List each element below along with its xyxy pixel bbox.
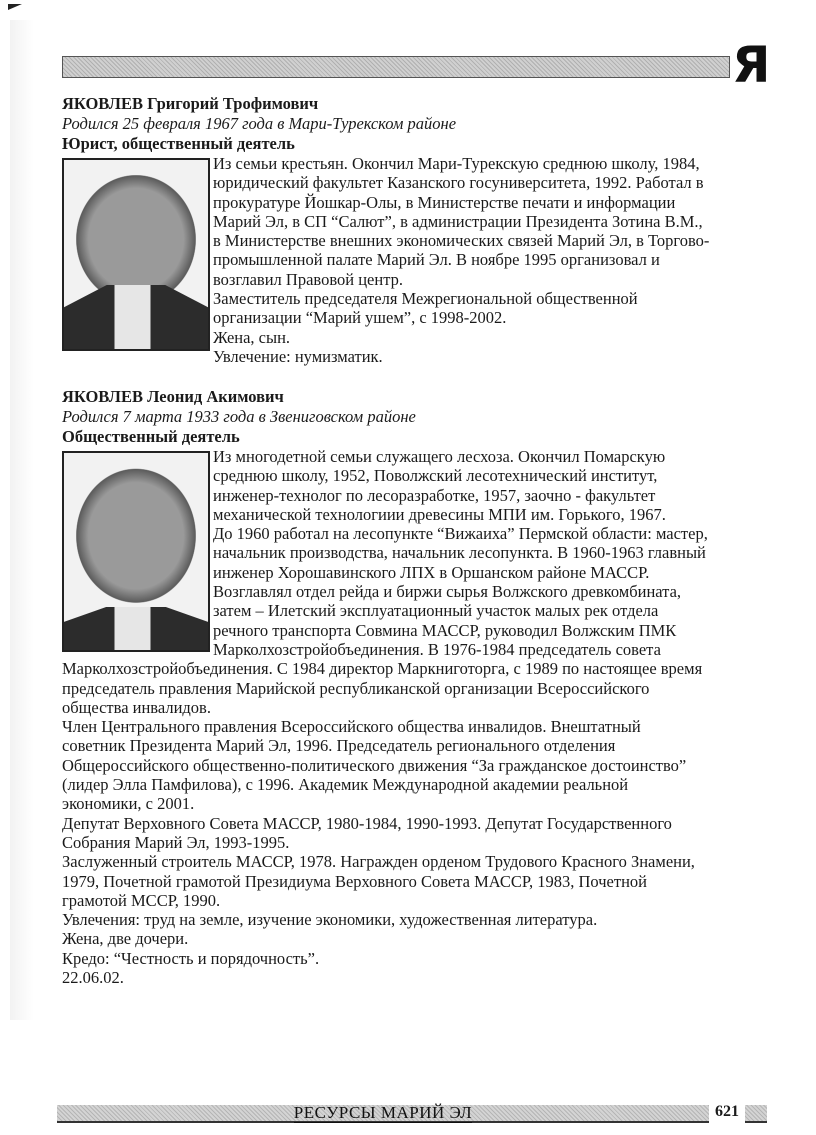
bio-line: инженер-технолог по лесоразработке, 1957, заочно - факультет (213, 485, 656, 505)
bio-line: среднюю школу, 1952, Поволжский лесотехнический институт, (213, 466, 658, 486)
bio-line: начальник производства, начальник лесопункта. В 1960-1963 главный (213, 543, 706, 563)
portrait-suit-shape (64, 285, 208, 349)
entry-yakovlev-grigoriy (62, 94, 742, 366)
bio-line: Заместитель председателя Межрегиональной общественной (213, 289, 638, 309)
entry-profession: Общественный деятель (62, 427, 240, 446)
bio-line: Увлечение: нумизматик. (213, 346, 383, 366)
scan-edge-shadow (10, 20, 34, 1020)
entry-yakovlev-leonid (62, 387, 742, 987)
bio-line: Жена, две дочери. (62, 929, 189, 949)
bio-line: Из многодетной семьи служащего лесхоза. Окончил Помарскую (213, 447, 666, 466)
bio-line: механической технологиии древесины МПИ им. Горького, 1967. (213, 504, 666, 524)
bio-line: юридический факультет Казанского госуниверситета, 1992. Работал в (213, 173, 704, 193)
bio-line: Из семьи крестьян. Окончил Мари-Турекскую среднюю школу, 1984, (213, 154, 700, 173)
bio-line: Собрания Марий Эл, 1993-1995. (62, 832, 290, 852)
bio-line: Жена, сын. (213, 327, 291, 347)
header-bar (62, 56, 730, 78)
entry-birth: Родился 25 февраля 1967 года в Мари-Турекском районе (62, 114, 457, 133)
bio-line: Марий Эл, в СП “Салют”, в администрации Президента Зотина В.М., (213, 211, 703, 231)
bio-line: председатель правления Марийской республиканской организации Всероссийского (62, 678, 650, 698)
bio-line: затем – Илетский эксплуатационный участок малых рек отдела (213, 601, 659, 621)
bio-line: Марколхозстройобъединения. В 1976-1984 председатель совета (213, 639, 661, 659)
bio-line: Заслуженный строитель МАССР, 1978. Награжден орденом Трудового Красного Знамени, (62, 852, 695, 872)
bio-line: грамотой МССР, 1990. (62, 890, 221, 910)
portrait-suit-shape (64, 607, 208, 650)
scan-corner-mark (8, 4, 22, 10)
bio-line: 1979, Почетной грамотой Президиума Верховного Совета МАССР, 1983, Почетной (62, 871, 648, 891)
bio-line: возглавил Правовой центр. (213, 269, 403, 289)
bio-line: советник Президента Марий Эл, 1996. Председатель регионального отделения (62, 736, 616, 756)
bio-line: Кредо: “Честность и порядочность”. (62, 948, 320, 968)
portrait-photo (62, 158, 210, 351)
biography-text (213, 154, 742, 366)
bio-line: (лидер Элла Памфилова), с 1996. Академик Международной академии реальной (62, 775, 629, 795)
bio-line: организации “Марий ушем”, с 1998-2002. (213, 308, 507, 328)
section-letter: Я (732, 36, 771, 94)
bio-line: промышленной палате Марий Эл. В ноябре 1995 организовал и (213, 250, 660, 270)
footer-bar-tail (745, 1105, 767, 1123)
bio-line: 22.06.02. (62, 968, 124, 988)
bio-line: Возглавлял отдел рейда и биржи сырья Волжского древкомбината, (213, 582, 682, 602)
bio-line: в Министерстве внешних экономических связей Марий Эл, в Торгово- (213, 231, 710, 251)
portrait-photo (62, 451, 210, 652)
biography-text-full-width (62, 659, 742, 987)
entry-name: ЯКОВЛЕВ Григорий Трофимович (62, 94, 319, 113)
bio-line: прокуратуре Йошкар-Олы, в Министерстве печати и информации (213, 192, 676, 212)
bio-line: Общероссийского общественно-политического движения “За гражданское достоинство” (62, 755, 687, 775)
entry-birth: Родился 7 марта 1933 года в Звениговском районе (62, 407, 416, 426)
biography-text-beside-photo (213, 447, 742, 659)
bio-line: До 1960 работал на лесопункте “Вижаиха” Пермской области: мастер, (213, 524, 708, 544)
bio-line: Увлечения: труд на земле, изучение экономики, художественная литература. (62, 910, 598, 930)
page-number: 621 (710, 1101, 744, 1123)
bio-line: речного транспорта Совмина МАССР, руководил Волжским ПМК (213, 620, 677, 640)
bio-line: Член Центрального правления Всероссийского общества инвалидов. Внештатный (62, 717, 641, 737)
bio-line: Марколхозстройобъединения. С 1984 директор Маркниготорга, с 1989 по настоящее время (62, 659, 703, 679)
bio-line: Депутат Верховного Совета МАССР, 1980-1984, 1990-1993. Депутат Государственного (62, 813, 672, 833)
bio-line: инженер Хорошавинского ЛПХ в Оршанском районе МАССР. (213, 562, 650, 582)
entry-profession: Юрист, общественный деятель (62, 134, 295, 153)
bio-line: общества инвалидов. (62, 697, 211, 717)
footer-title: РЕСУРСЫ МАРИЙ ЭЛ (293, 1103, 473, 1122)
bio-line: экономики, с 2001. (62, 794, 195, 814)
footer-bar (57, 1105, 709, 1123)
entry-name: ЯКОВЛЕВ Леонид Акимович (62, 387, 284, 406)
